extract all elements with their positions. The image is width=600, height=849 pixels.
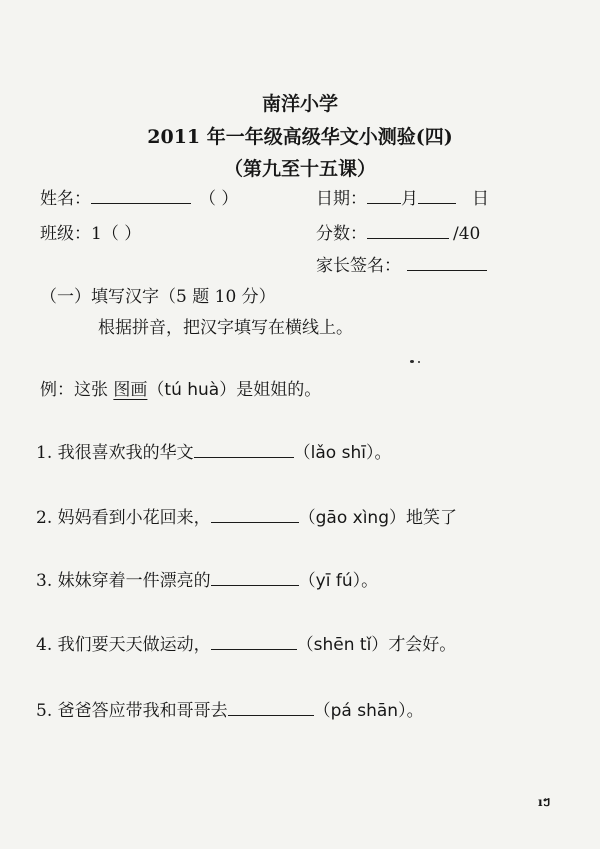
question-row bbox=[36, 573, 378, 590]
question-number: 3. bbox=[36, 571, 53, 591]
name-field[interactable] bbox=[91, 203, 191, 204]
example-row bbox=[40, 382, 321, 399]
question-number: 4. bbox=[36, 635, 53, 655]
example-answer: 图画 bbox=[113, 380, 148, 400]
section-title: （一）填写汉字（5 题 10 分） bbox=[40, 287, 276, 307]
name-number-paren: （ ） bbox=[199, 189, 239, 209]
question-pinyin: （shēn tǐ） bbox=[296, 635, 389, 655]
day-field[interactable] bbox=[418, 203, 456, 204]
question-text-before: 我很喜欢我的华文 bbox=[57, 443, 194, 463]
class-value: 1（ ） bbox=[91, 224, 142, 244]
question-pinyin: （pá shān） bbox=[313, 701, 407, 721]
day-label: 日 bbox=[472, 189, 489, 209]
question-number: 1. bbox=[36, 443, 53, 463]
question-row bbox=[36, 510, 457, 527]
month-label: 月 bbox=[401, 189, 418, 209]
example-pinyin: （tú huà） bbox=[147, 380, 237, 400]
date-row bbox=[316, 191, 489, 208]
parent-signature-field[interactable] bbox=[407, 270, 487, 271]
parent-row bbox=[316, 258, 487, 275]
question-row bbox=[36, 703, 424, 720]
score-field[interactable] bbox=[367, 238, 449, 239]
section-instruction: 根据拼音，把汉字填写在横线上。 bbox=[98, 318, 353, 338]
name-row bbox=[40, 191, 238, 208]
class-label: 班级： bbox=[40, 224, 91, 244]
score-row bbox=[316, 226, 480, 243]
question-text-before: 妈妈看到小花回来， bbox=[57, 508, 211, 528]
answer-blank[interactable] bbox=[194, 457, 294, 458]
class-row bbox=[40, 226, 141, 243]
answer-blank[interactable] bbox=[211, 585, 299, 586]
scan-speck bbox=[418, 361, 420, 363]
answer-blank[interactable] bbox=[211, 522, 299, 523]
example-prefix: 例：这张 bbox=[40, 380, 108, 400]
answer-blank[interactable] bbox=[228, 715, 314, 716]
name-label: 姓名： bbox=[40, 189, 91, 209]
example-suffix: 是姐姐的。 bbox=[236, 380, 322, 400]
parent-signature-label: 家长签名： bbox=[316, 256, 401, 276]
school-name: 南洋小学 bbox=[261, 93, 338, 115]
question-pinyin: （lǎo shī） bbox=[293, 443, 375, 463]
question-text-before: 爸爸答应带我和哥哥去 bbox=[57, 701, 228, 721]
score-total: /40 bbox=[453, 224, 481, 244]
question-text-after: 地笑了 bbox=[406, 508, 458, 528]
test-title: 2011 年一年级高级华文小测验(四) bbox=[147, 126, 453, 148]
page-mark: ıៗ bbox=[538, 795, 551, 809]
question-number: 2. bbox=[36, 508, 53, 528]
question-row bbox=[36, 637, 456, 654]
lesson-range: （第九至十五课） bbox=[223, 158, 376, 180]
question-text-after: 。 bbox=[361, 571, 379, 591]
question-number: 5. bbox=[36, 701, 53, 721]
question-pinyin: （yī fú） bbox=[298, 571, 362, 591]
answer-blank[interactable] bbox=[211, 649, 297, 650]
question-pinyin: （gāo xìng） bbox=[298, 508, 407, 528]
question-text-after: 才会好。 bbox=[388, 635, 457, 655]
question-text-before: 我们要天天做运动， bbox=[57, 635, 211, 655]
question-text-after: 。 bbox=[406, 701, 424, 721]
month-field[interactable] bbox=[367, 203, 401, 204]
question-row bbox=[36, 445, 391, 462]
score-label: 分数： bbox=[316, 224, 367, 244]
date-label: 日期： bbox=[316, 189, 367, 209]
question-text-after: 。 bbox=[374, 443, 392, 463]
scan-speck bbox=[410, 360, 414, 363]
question-text-before: 妹妹穿着一件漂亮的 bbox=[57, 571, 211, 591]
